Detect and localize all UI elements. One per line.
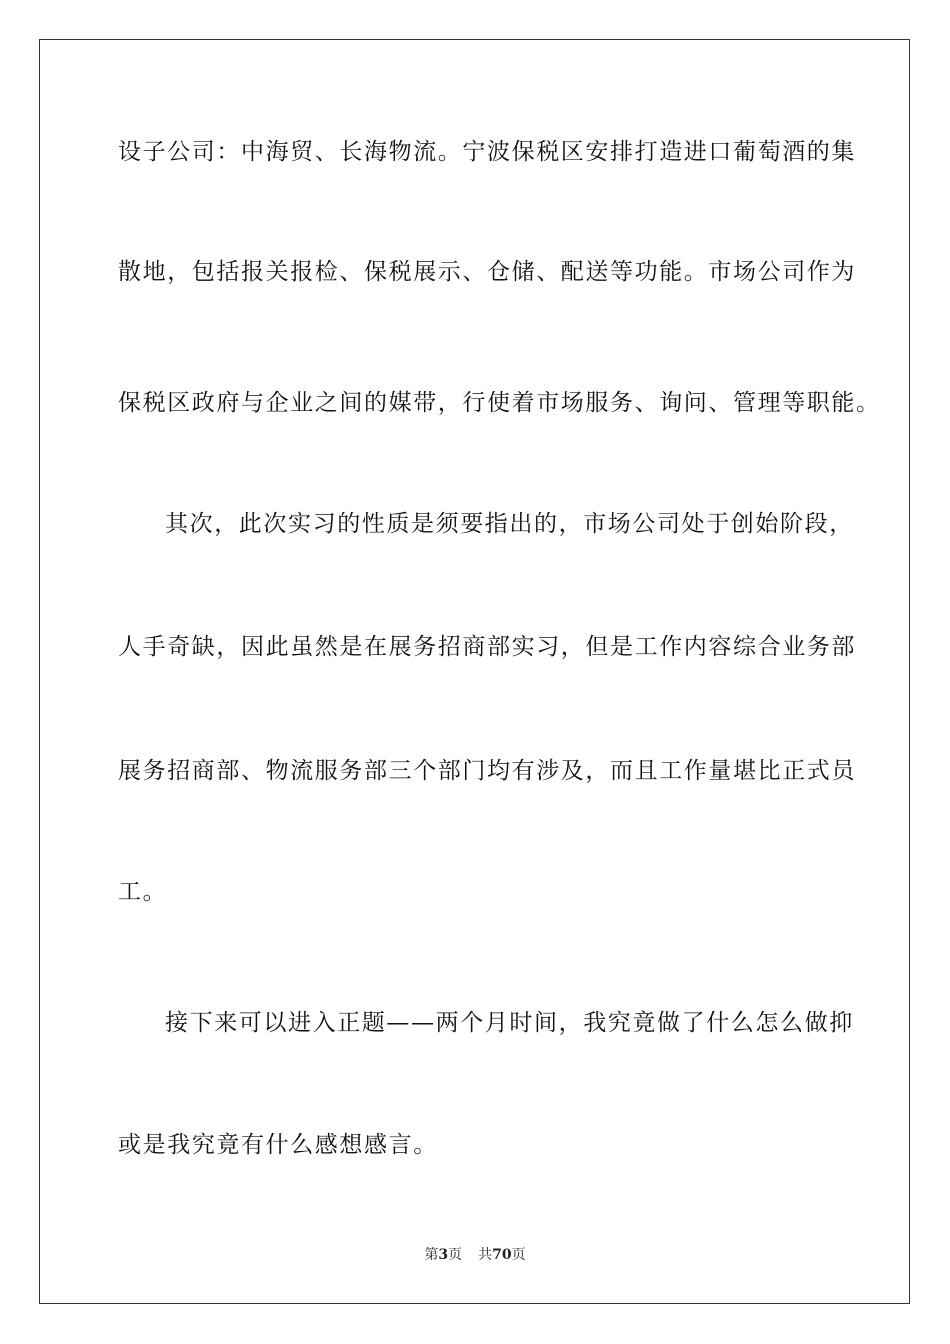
page-border bbox=[39, 39, 910, 1304]
body-line-4: 其次，此次实习的性质是须要指出的，市场公司处于创始阶段， bbox=[165, 511, 854, 537]
page-footer bbox=[0, 1246, 950, 1264]
body-line-2: 散地，包括报关报检、保税展示、仓储、配送等功能。市场公司作为 bbox=[118, 259, 856, 285]
footer-page-suffix: 页 bbox=[448, 1247, 463, 1263]
body-line-6: 展务招商部、物流服务部三个部门均有涉及，而且工作量堪比正式员 bbox=[118, 758, 856, 784]
footer-page-prefix: 第 bbox=[424, 1247, 439, 1263]
body-line-3: 保税区政府与企业之间的媒带，行使着市场服务、询问、管理等职能。 bbox=[118, 390, 881, 416]
footer-total-prefix: 共 bbox=[478, 1247, 493, 1263]
body-line-7: 工。 bbox=[118, 879, 168, 905]
body-line-5: 人手奇缺，因此虽然是在展务招商部实习，但是工作内容综合业务部 bbox=[118, 634, 856, 660]
body-line-9: 或是我究竟有什么感想感言。 bbox=[118, 1132, 438, 1158]
footer-total-suffix: 页 bbox=[511, 1247, 526, 1263]
footer-total-pages: 70 bbox=[492, 1247, 512, 1263]
body-line-8: 接下来可以进入正题——两个月时间，我究竟做了什么怎么做抑 bbox=[165, 1010, 854, 1036]
footer-page-number: 3 bbox=[438, 1247, 449, 1263]
body-line-1: 设子公司：中海贸、长海物流。宁波保税区安排打造进口葡萄酒的集 bbox=[118, 139, 856, 165]
